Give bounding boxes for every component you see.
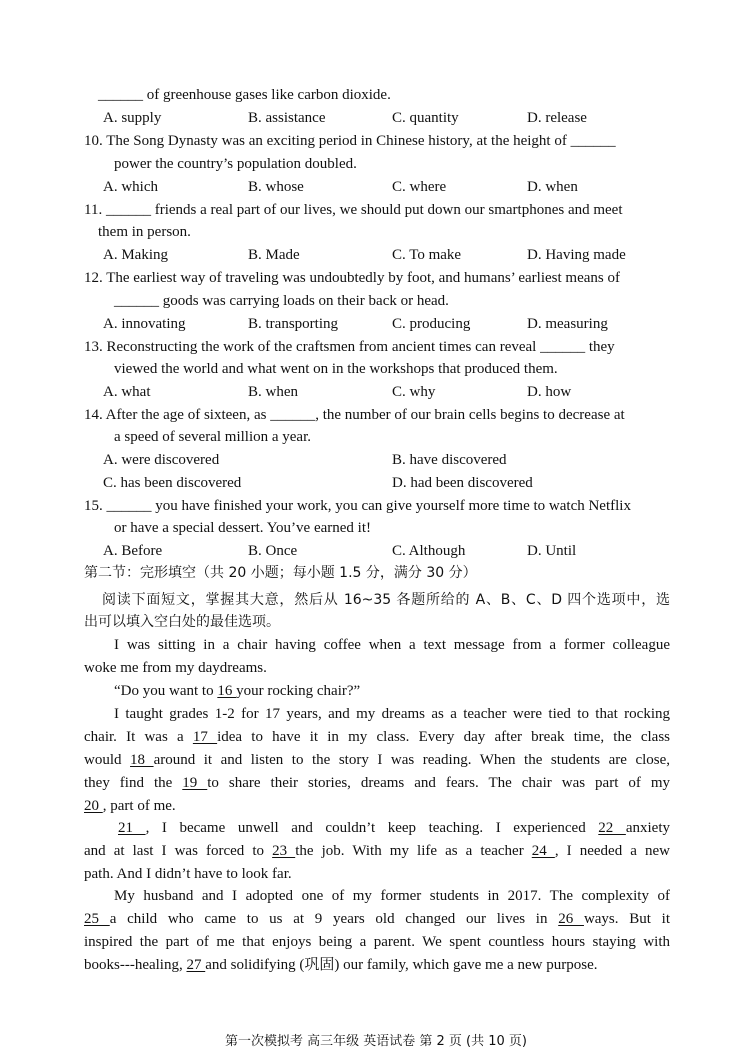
q10-line2: power the country’s population doubled. — [114, 156, 357, 172]
passage-p5-line4: books---healing, 27 and solidifying (巩固) our family, which gave me a new purpose. — [84, 957, 598, 973]
q11-option-c: C. To make — [392, 247, 462, 263]
q9-option-b: B. assistance — [248, 110, 326, 126]
section-instruction-line2: 出可以填入空白处的最佳选项。 — [84, 614, 280, 630]
page-footer: 第一次模拟考 高三年级 英语试卷 第 2 页 (共 10 页) — [224, 1034, 527, 1049]
passage-p4-line1: 21 , I became unwell and couldn’t keep teaching. I experienced 22 anxiety — [118, 820, 671, 836]
q14-blank: ______ — [270, 407, 316, 423]
passage-p5-line2: 25 a child who came to us at 9 years old changed our lives in 26 ways. But it — [84, 911, 670, 927]
passage-p1-line2: woke me from my daydreams. — [84, 660, 267, 676]
passage-p3-line4: they find the 19 to share their stories, dreams and fears. The chair was part of my — [84, 775, 670, 791]
blank-22: 22 — [598, 820, 626, 836]
q14-option-b: B. have discovered — [392, 452, 507, 468]
section-heading: 第二节：完形填空（共 20 小题；每小题 1.5 分，满分 30 分） — [84, 565, 477, 581]
q10-option-d: D. when — [527, 179, 578, 195]
q15-option-b: B. Once — [248, 543, 298, 559]
q12-option-a: A. innovating — [103, 316, 186, 332]
passage-p5-line3: inspired the part of me that enjoys being a parent. We spent countless hours staying with — [84, 934, 670, 950]
q13-option-c: C. why — [392, 384, 436, 400]
q13-blank: ______ — [540, 339, 586, 355]
q12-option-b: B. transporting — [248, 316, 338, 332]
passage-p3-line3: would 18 around it and listen to the story I was reading. When the students are close, — [84, 752, 671, 768]
q12-blank: ______ — [114, 293, 159, 309]
q15-option-c: C. Although — [392, 543, 466, 559]
passage-p2: “Do you want to 16 your rocking chair?” — [114, 683, 361, 699]
passage-p1-line1: I was sitting in a chair having coffee when a text message from a former colleague — [114, 637, 670, 653]
blank-20: 20 — [84, 798, 103, 814]
q10-option-b: B. whose — [248, 179, 304, 195]
q15-option-a: A. Before — [103, 543, 163, 559]
q14-option-c: C. has been discovered — [103, 475, 242, 491]
blank-24: 24 — [531, 843, 555, 859]
q15-option-d: D. Until — [527, 543, 577, 559]
q9-blank: ______ — [98, 87, 143, 103]
q13-option-d: D. how — [527, 384, 572, 400]
q13-line2: viewed the world and what went on in the workshops that produced them. — [114, 361, 558, 377]
q10-blank: ______ — [570, 133, 616, 149]
q13-line1: 13. Reconstructing the work of the craftsmen from ancient times can reveal ______ they — [84, 339, 615, 355]
q11-line2: them in person. — [98, 224, 191, 240]
passage-p3-line1: I taught grades 1-2 for 17 years, and my dreams as a teacher were tied to that rocking — [114, 706, 670, 722]
section-instruction-line1: 阅读下面短文，掌握其大意，然后从 16~35 各题所给的 A、B、C、D 四个选项中，选 — [102, 592, 670, 608]
q9-option-d: D. release — [527, 110, 587, 126]
q9-option-a: A. supply — [103, 110, 162, 126]
blank-18: 18 — [130, 752, 154, 768]
passage-p3-line5: 20 , part of me. — [84, 798, 176, 814]
passage-p5-line1: My husband and I adopted one of my former students in 2017. The complexity of — [114, 888, 670, 904]
q15-blank: ______ — [106, 498, 152, 514]
blank-23: 23 — [272, 843, 296, 859]
passage-p4-line3: path. And I didn’t have to look far. — [84, 866, 292, 882]
q11-option-d: D. Having made — [527, 247, 626, 263]
q14-option-d: D. had been discovered — [392, 475, 533, 491]
blank-21: 21 — [118, 820, 146, 836]
blank-25: 25 — [84, 911, 110, 927]
q10-option-a: A. which — [103, 179, 158, 195]
q15-line1: 15. ______ you have finished your work, you can give yourself more time to watch Netflix — [84, 498, 631, 514]
q11-blank: ______ — [105, 202, 151, 218]
q11-option-a: A. Making — [103, 247, 168, 263]
q10-option-c: C. where — [392, 179, 447, 195]
blank-27: 27 — [186, 957, 206, 973]
q14-line2: a speed of several million a year. — [114, 429, 312, 445]
q9-line2: ______ of greenhouse gases like carbon dioxide. — [98, 87, 391, 103]
q11-line1: 11. ______ friends a real part of our lives, we should put down our smartphones and meet — [84, 202, 623, 218]
q10-line1: 10. The Song Dynasty was an exciting period in Chinese history, at the height of ______ — [84, 133, 616, 149]
q12-option-d: D. measuring — [527, 316, 608, 332]
blank-17: 17 — [192, 729, 218, 745]
q12-line2: ______ goods was carrying loads on their back or head. — [114, 293, 449, 309]
q14-line1: 14. After the age of sixteen, as ______, the number of our brain cells begins to decrease at — [84, 407, 625, 423]
blank-26: 26 — [558, 911, 584, 927]
blank-19: 19 — [182, 775, 208, 791]
q13-option-a: A. what — [103, 384, 151, 400]
q11-option-b: B. Made — [248, 247, 300, 263]
q12-line1: 12. The earliest way of traveling was undoubtedly by foot, and humans’ earliest means of — [84, 270, 620, 286]
passage-p3-line2: chair. It was a 17 idea to have it in my class. Every day after break time, the class — [84, 729, 670, 745]
q12-option-c: C. producing — [392, 316, 471, 332]
q13-option-b: B. when — [248, 384, 298, 400]
q9-option-c: C. quantity — [392, 110, 459, 126]
passage-p4-line2: and at last I was forced to 23 the job. With my life as a teacher 24 , I needed a new — [84, 843, 671, 859]
q15-line2: or have a special dessert. You’ve earned it! — [114, 520, 371, 536]
q14-option-a: A. were discovered — [103, 452, 220, 468]
blank-16: 16 — [217, 683, 237, 699]
